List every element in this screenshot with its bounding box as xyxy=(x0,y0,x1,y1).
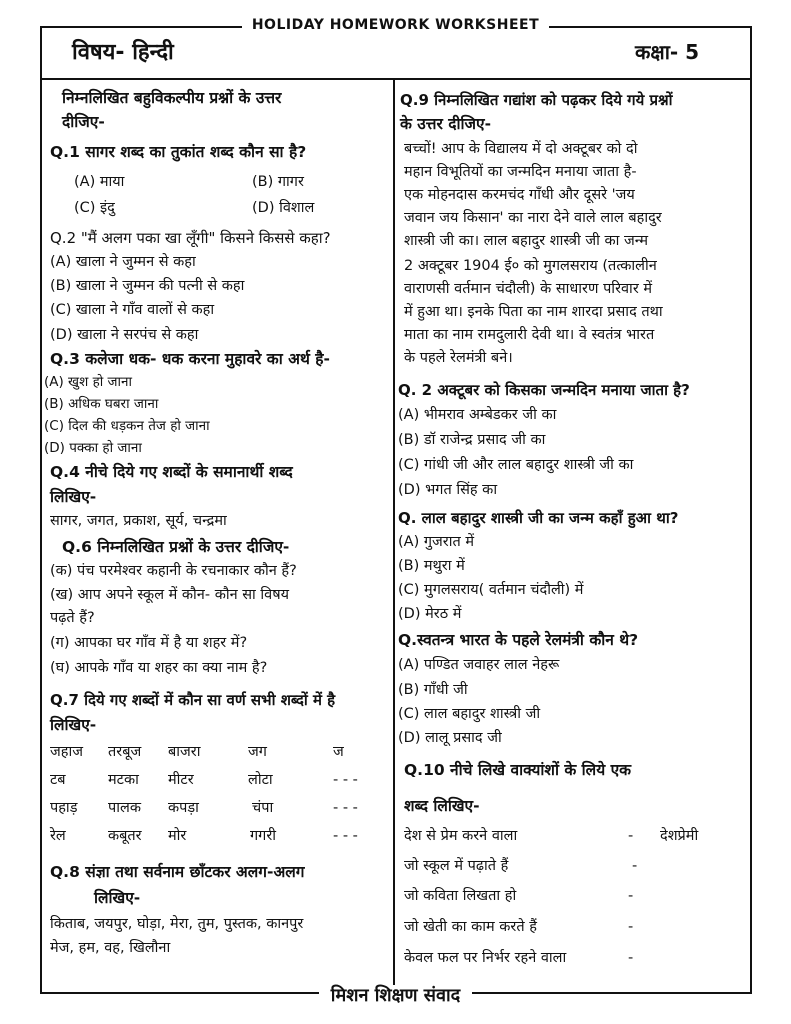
phrase: जो खेती का काम करते हैं xyxy=(404,919,537,935)
pq2-option-a: (A) गुजरात में xyxy=(398,534,474,550)
table-cell: टब xyxy=(50,772,66,788)
table-cell: - - - xyxy=(333,772,358,788)
table-cell: कपड़ा xyxy=(168,800,199,816)
table-cell: जग xyxy=(248,744,267,760)
table-cell: पालक xyxy=(108,800,141,816)
class-label: कक्षा- 5 xyxy=(635,40,700,64)
dash: - xyxy=(628,888,634,904)
phrase: जो स्कूल में पढ़ाते हैं xyxy=(404,858,509,874)
answer: देशप्रेमी xyxy=(660,828,699,844)
q1-option-d: (D) विशाल xyxy=(252,200,315,216)
question-10: Q.10 नीचे लिखे वाक्यांशों के लिये एक xyxy=(404,761,632,779)
passage-line: बच्चों! आप के विद्यालय में दो अक्टूबर को दो xyxy=(404,141,638,157)
q6-item-4: (घ) आपके गाँव या शहर का क्या नाम है? xyxy=(50,660,268,676)
phrase: जो कविता लिखता हो xyxy=(404,888,517,904)
q2-option-a: (A) खाला ने जुम्मन से कहा xyxy=(50,254,196,270)
table-cell: पहाड़ xyxy=(50,800,78,816)
table-cell: जहाज xyxy=(50,744,83,760)
passage-question-1: Q. 2 अक्टूबर को किसका जन्मदिन मनाया जाता है? xyxy=(398,381,690,399)
question-8: Q.8 संज्ञा तथा सर्वनाम छाँटकर अलग-अलग xyxy=(50,863,305,881)
dash: - xyxy=(632,858,638,874)
pq3-option-a: (A) पण्डित जवाहर लाल नेहरू xyxy=(398,657,560,673)
pq2-option-c: (C) मुगलसराय( वर्तमान चंदौली) में xyxy=(398,582,584,598)
question-8-cont: लिखिए- xyxy=(94,889,141,907)
passage-line: शास्त्री जी का। लाल बहादुर शास्त्री जी का जन्म xyxy=(404,233,649,249)
q3-option-a: (A) खुश हो जाना xyxy=(44,374,133,390)
pq1-option-a: (A) भीमराव अम्बेडकर जी का xyxy=(398,407,557,423)
column-divider xyxy=(393,80,395,994)
table-cell: मटका xyxy=(108,772,139,788)
passage-line: माता का नाम रामदुलारी देवी था। वे स्वतंत्र भारत xyxy=(404,327,655,343)
q6-item-2-cont: पढ़ते हैं? xyxy=(50,610,95,626)
question-9: Q.9 निम्नलिखित गद्यांश को पढ़कर दिये गये प्रश्नों xyxy=(400,91,673,109)
mcq-heading: निम्नलिखित बहुविकल्पीय प्रश्नों के उत्तर xyxy=(62,89,282,107)
question-4: Q.4 नीचे दिये गए शब्दों के समानार्थी शब्द xyxy=(50,463,293,481)
question-1: Q.1 सागर शब्द का तुकांत शब्द कौन सा है? xyxy=(50,143,307,161)
table-cell: मोर xyxy=(168,828,187,844)
table-cell: मीटर xyxy=(168,772,194,788)
worksheet-title: HOLIDAY HOMEWORK WORKSHEET xyxy=(0,14,791,33)
dash: - xyxy=(628,950,634,966)
question-9-cont: के उत्तर दीजिए- xyxy=(400,115,492,133)
q1-option-b: (B) गागर xyxy=(252,174,304,190)
dash: - xyxy=(628,828,634,844)
q1-option-a: (A) माया xyxy=(74,174,125,190)
q6-item-3: (ग) आपका घर गाँव में है या शहर में? xyxy=(50,635,248,651)
phrase: देश से प्रेम करने वाला xyxy=(404,828,518,844)
table-cell: लोटा xyxy=(248,772,273,788)
q4-words: सागर, जगत, प्रकाश, सूर्य, चन्द्रमा xyxy=(50,513,227,529)
table-cell: - - - xyxy=(333,800,358,816)
mcq-heading-2: दीजिए- xyxy=(62,113,105,131)
passage-line: के पहले रेलमंत्री बने। xyxy=(404,350,513,366)
table-cell: - - - xyxy=(333,828,358,844)
pq3-option-d: (D) लालू प्रसाद जी xyxy=(398,730,502,746)
q8-words-2: मेज, हम, वह, खिलौना xyxy=(50,940,171,956)
question-3: Q.3 कलेजा धक- धक करना मुहावरे का अर्थ है- xyxy=(50,350,330,368)
q1-option-c: (C) इंदु xyxy=(74,200,115,216)
passage-question-2: Q. लाल बहादुर शास्त्री जी का जन्म कहाँ हुआ था? xyxy=(398,509,679,527)
table-cell: चंपा xyxy=(252,800,274,816)
q6-item-1: (क) पंच परमेश्वर कहानी के रचनाकार कौन हैं? xyxy=(50,563,297,579)
q2-option-b: (B) खाला ने जुम्मन की पत्नी से कहा xyxy=(50,278,245,294)
footer-brand: मिशन शिक्षण संवाद xyxy=(0,983,791,1007)
question-6: Q.6 निम्नलिखित प्रश्नों के उत्तर दीजिए- xyxy=(62,538,290,556)
table-cell: गगरी xyxy=(250,828,277,844)
pq2-option-d: (D) मेरठ में xyxy=(398,606,462,622)
phrase: केवल फल पर निर्भर रहने वाला xyxy=(404,950,567,966)
question-7: Q.7 दिये गए शब्दों में कौन सा वर्ण सभी शब्दों में है xyxy=(50,691,336,709)
passage-line: एक मोहनदास करमचंद गाँधी और दूसरे 'जय xyxy=(404,187,635,203)
q3-option-d: (D) पक्का हो जाना xyxy=(44,440,142,456)
pq1-option-c: (C) गांधी जी और लाल बहादुर शास्त्री जी का xyxy=(398,457,634,473)
passage-line: जवान जय किसान' का नारा देने वाले लाल बहादुर xyxy=(404,210,662,226)
passage-line: महान विभूतियों का जन्मदिन मनाया जाता है- xyxy=(404,164,637,180)
question-2: Q.2 "मैं अलग पका खा लूँगी" किसने किससे कहा? xyxy=(50,229,331,247)
pq2-option-b: (B) मथुरा में xyxy=(398,558,465,574)
q2-option-c: (C) खाला ने गाँव वालों से कहा xyxy=(50,302,215,318)
q3-option-b: (B) अधिक घबरा जाना xyxy=(44,396,159,412)
q8-words-1: किताब, जयपुर, घोड़ा, मेरा, तुम, पुस्तक, कानपुर xyxy=(50,916,304,932)
question-4-cont: लिखिए- xyxy=(50,488,97,506)
q2-option-d: (D) खाला ने सरपंच से कहा xyxy=(50,327,199,343)
dash: - xyxy=(628,919,634,935)
passage-line: 2 अक्टूबर 1904 ई० को मुगलसराय (तत्कालीन xyxy=(404,258,657,274)
pq3-option-c: (C) लाल बहादुर शास्त्री जी xyxy=(398,706,541,722)
table-cell: रेल xyxy=(50,828,66,844)
table-cell: बाजरा xyxy=(168,744,201,760)
passage-question-3: Q.स्वतन्त्र भारत के पहले रेलमंत्री कौन थे? xyxy=(398,631,639,649)
passage-line: वाराणसी वर्तमान चंदौली) के साधारण परिवार में xyxy=(404,281,653,297)
table-cell: तरबूज xyxy=(108,744,142,760)
pq1-option-d: (D) भगत सिंह का xyxy=(398,482,498,498)
pq3-option-b: (B) गाँधी जी xyxy=(398,682,468,698)
question-10-cont: शब्द लिखिए- xyxy=(404,797,480,815)
question-7-cont: लिखिए- xyxy=(50,716,97,734)
table-cell: ज xyxy=(333,744,344,760)
passage-line: में हुआ था। इनके पिता का नाम शारदा प्रसाद तथा xyxy=(404,304,663,320)
q3-option-c: (C) दिल की धड़कन तेज हो जाना xyxy=(44,418,210,434)
subject-label: विषय- हिन्दी xyxy=(72,40,174,65)
q6-item-2: (ख) आप अपने स्कूल में कौन- कौन सा विषय xyxy=(50,587,290,603)
pq1-option-b: (B) डॉ राजेन्द्र प्रसाद जी का xyxy=(398,432,546,448)
header-divider xyxy=(40,78,752,80)
table-cell: कबूतर xyxy=(108,828,142,844)
